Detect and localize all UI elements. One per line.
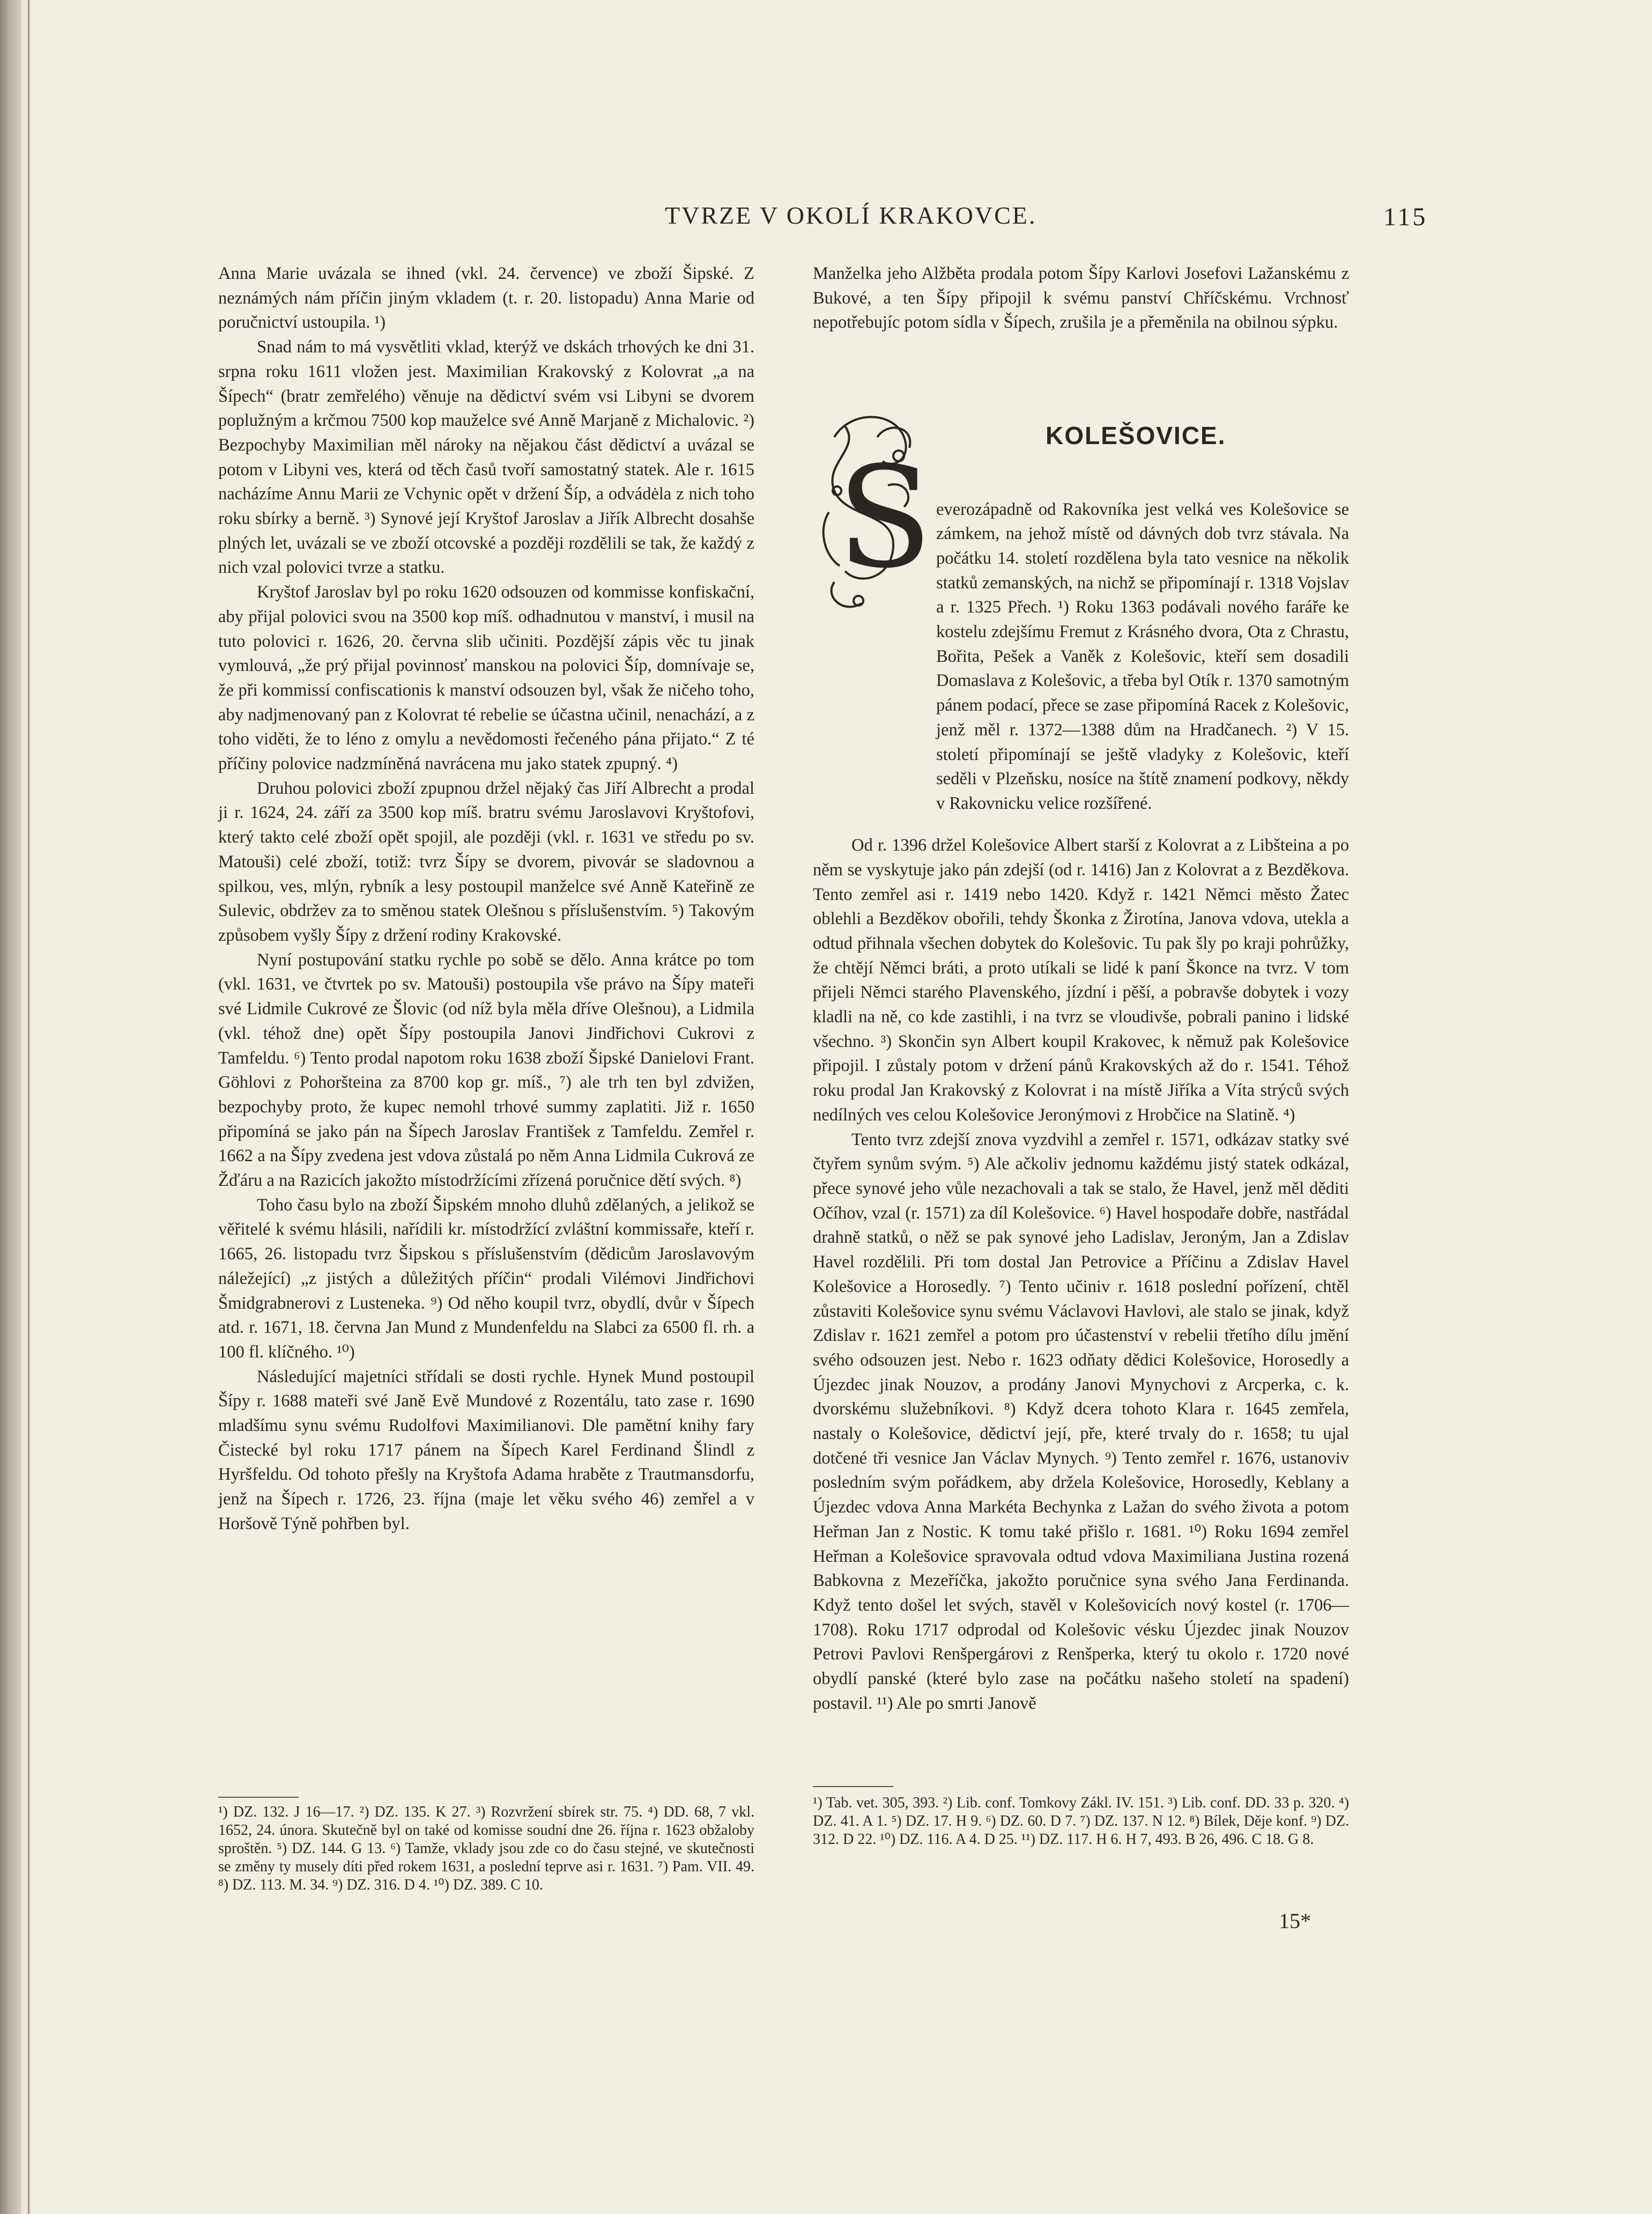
left-column <box>218 262 754 1537</box>
left-footnotes: ¹) DZ. 132. J 16—17. ²) DZ. 135. K 27. ³) Rozvržení sbírek str. 75. ⁴) DD. 68, 7 vkl. 1652, 24. února. Skutečně byl on také od komisse soudní dne 26. října r. 1623 obžaloby sproštěn. ⁵) DZ. 144. G 13. ⁶) Tamže, vklady jsou zde co do času stejné, ve skutečnosti se změny ty musely díti před rokem 1631, a poslední teprve asi r. 1631. ⁷) Pam. VII. 49. ⁸) DZ. 113. M. 34. ⁹) DZ. 316. D 4. ¹⁰) DZ. 389. C 10. <box>218 1804 754 1893</box>
running-header-title: TVRZE V OKOLÍ KRAKOVCE. <box>665 202 1037 229</box>
page-number: 115 <box>1383 203 1428 231</box>
paragraph: Od r. 1396 držel Kolešovice Albert starší z Kolovrat a z Libšteina a po něm se vyskytuje jako pán zdejší (od r. 1416) Jan z Kolovrat a z Bezděkova. Tento zemřel asi r. 1419 nebo 1420. Když r. 1421 Němci město Žatec oblehli a Bezděkov obořili, tehdy Škonka z Žirotína, Janova vdova, utekla a odtud přihnala všechen dobytek do Kolešovic. Tu pak šly po kraji pohrůžky, že chtějí Němci bráti, a proto utíkali se lidé k paní Škonce na tvrz. V tom přijeli Němci starého Plavenského, jízdní i pěší, a pobravše dobytek i vozy kladli na ně, co kde zastihli, i na tvrz se vloudivše, pobrali panino i lidské všechno. ³) Skončin syn Albert koupil Krakovec, k němuž pak Kolešovice připojil. I zůstaly potom v držení pánů Krakovských až do r. 1541. Téhož roku prodal Jan Krakovský z Kolovrat i na místě Jiříka a Víta strýců svých nedílných ves celou Kolešovice Jeronýmovi z Hrobčice na Slatině. ⁴) <box>813 836 1349 1125</box>
paragraph: Kryštof Jaroslav byl po roku 1620 odsouzen od kommisse konfiskační, aby přijal polovici svou na 3500 kop míš. odhadnutou v manství, i musil na tuto polovici r. 1626, 20. června slib učiniti. Pozdější zápis věc tu jinak vymlouvá, „že prý přijal povinnosť manskou na polovici Šíp, domnívaje se, že při kommissí confiscationis k manství odsouzen byl, však že ničeho toho, aby nadjmenovaný pan z Kolovrat té rebelie se účastna učinil, nenachází, a z toho viděti, že to léno z omylu a nevědomosti řečeného pána přijato.“ Z té příčiny polovice nadzmíněná navrácena mu jako statek zpupný. ⁴) <box>218 582 754 774</box>
right-footnotes: ¹) Tab. vet. 305, 393. ²) Lib. conf. Tomkovy Zákl. IV. 151. ³) Lib. conf. DD. 33 p. 320. ⁴) DZ. 41. A 1. ⁵) DZ. 17. H 9. ⁶) DZ. 60. D 7. ⁷) DZ. 137. N 12. ⁸) Bílek, Děje konf. ⁹) DZ. 312. D 22. ¹⁰) DZ. 116. A 4. D 25. ¹¹) DZ. 117. H 6. H 7, 493. B 26, 496. C 18. G 8. <box>813 1795 1349 1848</box>
paragraph: Toho času bylo na zboží Šipském mnoho dluhů zdělaných, a jelikož se věřitelé k svému hlásili, nařídili kr. místodržící zvláštní kommissaře, kteří r. 1665, 26. listopadu tvrz Šipskou s příslušenstvím (dědicům Jaroslavovým náležející) „z jistých a důležitých příčin“ prodali Vilémovi Jindřichovi Šmidgrabnerovi z Lusteneka. ⁹) Od něho koupil tvrz, obydlí, dvůr v Šípech atd. r. 1671, 18. června Jan Mund z Mundenfeldu na Slabci za 6500 fl. rh. a 100 fl. klíčného. ¹⁰) <box>218 1195 754 1362</box>
paragraph: Druhou polovici zboží zpupnou držel nějaký čas Jiří Albrecht a prodal ji r. 1624, 24. září za 3500 kop míš. bratru svému Jaroslavovi Kryštofovi, který takto celé zboží opět spojil, ale později (vkl. r. 1631 ve středu po sv. Matouši) celé zboží, totiž: tvrz Šípy se dvorem, pivovár se sladovnou a spilkou, ves, mlýn, rybník a lesy postoupil manželce své Anně Kateřině ze Sulevic, obdržev za to směnou statek Olešnou s příslušenstvím. ⁵) Takovým způsobem vyšly Šípy z držení rodiny Krakovské. <box>218 778 754 945</box>
binding-line <box>28 0 29 2214</box>
initial-letter: S <box>837 437 933 599</box>
signature-mark: 15* <box>1279 1909 1311 1933</box>
paragraph: Snad nám to má vysvětliti vklad, kterýž ve dskách trhových ke dni 31. srpna roku 1611 vložen jest. Maximilian Krakovský z Kolovrat „a na Šípech“ (bratr zemřelého) věnuje na dědictví svém vsi Libyni se dvorem poplužným a krčmou 7500 kop mauželce své Anně Marjaně z Michalovic. ²) Bezpochyby Maximilian měl nároky na nějakou část dědictví a uvázal se potom v Libyni ves, která od těch časů tvoří samostatný statek. Ale r. 1615 nacházíme Annu Marii ze Vchynic opět v držení Šíp, a odvádėla z nich toho roku sbírky a berně. ³) Synové její Kryštof Jaroslav a Jiřík Albrecht dosahše plných let, uvázali se ve zboží otcovské a později rozdělili se tak, že každý z nich vzal polovici tvrze a statku. <box>218 337 754 578</box>
paragraph: Nyní postupování statku rychle po sobě se dělo. Anna krátce po tom (vkl. 1631, ve čtvrtek po sv. Matouši) postoupila vše právo na Šípy mateři své Lidmile Cukrové ze Šlovic (od níž byla měla dříve Olešnou), a Lidmila (vkl. téhož dne) opět Šípy postoupila Janovi Jindřichovi Cukrovi z Tamfeldu. ⁶) Tento prodal napotom roku 1638 zboží Šipské Danielovi Frant. Göhlovi z Pohoršteina za 8700 kop gr. míš., ⁷) ale trh ten byl zdvižen, bezpochyby proto, že kupec nemohl trhové summy zaplatiti. Již r. 1650 připomíná se jako pán na Šípech Jaroslav František z Tamfeldu. Zemřel r. 1662 a na Šípy zvedena jest vdova zůstalá po něm Anna Lidmila Cukrová ze Žďáru a na Razicích jakožto místodržícími zřízená poručnice dětí svých. ⁸) <box>218 950 754 1191</box>
paragraph: Následující majetníci střídali se dosti rychle. Hynek Mund postoupil Šípy r. 1688 mateři své Janě Evě Mundové z Rozentálu, tato zase r. 1690 mladšímu synu svému Rudolfovi Maximilianovi. Dle pamětní knihy fary Čistecké byl roku 1717 pánem na Šípech Karel Ferdinand Šlindl z Hyršfeldu. Od tohoto přešly na Kryštofa Adama hraběte z Trautmansdorfu, jenž na Šípech r. 1726, 23. října (maje let věku svého 46) zemřel a v Horšově Týně pohřben byl. <box>218 1367 754 1533</box>
paragraph: Tento tvrz zdejší znova vyzdvihl a zemřel r. 1571, odkázav statky své čtyřem synům svým. ⁵) Ale ačkoliv jednomu každému jistý statek odkázal, přece synové jeho vůle nezachovali a tak se stalo, že Havel, jenž měl děditi Očíhov, vzal (r. 1571) za díl Kolešovice. ⁶) Havel hospodaře dobře, nastřádal drahně statků, o něž se pak synové jeho Ladislav, Jeroným, Jan a Zdislav Havel rozdělili. Při tom dostal Jan Petrovice a Příčinu a Zdislav Havel Kolešovice a Horosedly. ⁷) Tento učiniv r. 1618 poslední pořízení, chtěl zůstaviti Kolešovice synu svému Václavovi Havlovi, ale stalo se jinak, když Zdislav r. 1621 zemřel a potom pro účastenství v rebelii třetího dílu jmění svého odsouzen jest. Nebo r. 1623 odňaty dědici Kolešovice, Horosedly a Újezdec jinak Nouzov, a prodány Janovi Mynychovi z Arcperka, c. k. dvorskému služebníkovi. ⁸) Když dcera tohoto Klara r. 1645 zemřela, nastaly o Kolešovice, dědictví její, pře, které trvaly do r. 1658; tu ujal dotčené tři vesnice Jan Václav Mynych. ⁹) Tento zemřel r. 1676, ustanoviv posledním svým pořádkem, aby držela Kolešovice, Horosedly, Keblany a Újezdec vdova Anna Markéta Bechynka z Lažan do svého života a potom Heřman Jan z Nostic. K tomu také přišlo r. 1681. ¹⁰) Roku 1694 zemřel Heřman a Kolešovice spravovala odtud vdova Maximiliana Justina rozená Babkovna z Mezeříčka, jakožto poručnice syna svého Jana Ferdinanda. Když tento došel let svých, stavěl v Kolešovicích nový kostel (r. 1706—1708). Roku 1717 odprodal od Kolešovic vésku Újezdec jinak Nouzov Petrovi Pavlovi Renšpergárovi z Renšperka, který tu okolo r. 1720 nové obydlí panské (které bylo zase na počátku našeho století na spadení) postavil. ¹¹) Ale po smrti Janově <box>813 1130 1349 1713</box>
section-title: KOLEŠOVICE. <box>1046 422 1226 449</box>
right-column <box>813 480 1349 1716</box>
paragraph: everozápadně od Rakovníka jest velká ves Kolešovice se zámkem, na jehož místě od dávných dob tvrz stávala. Na počátku 14. století rozdělena byla tato vesnice na několik statků zemanských, na nichž se připomínají r. 1318 Vojslav a r. 1325 Přech. ¹) Roku 1363 podávali nového faráře ke kostelu zdejšímu Fremut z Krásného dvora, Ota z Chrastu, Bořita, Pešek a Vaněk z Kolešovic, kteří sem dosadili Domaslava z Kolešovic, a třeba byl Otík r. 1370 samotným pánem podací, přece se zase připomíná Racek z Kolešovic, jenž měl r. 1372—1388 dům na Hradčanech. ²) V 15. století připomínají se ještě vladyky z Kolešovic, kteří seděli v Plzeňsku, nosíce na štítě znamení podkovy, někdy v Rakovnicku velice rozšířené. <box>936 499 1349 813</box>
right-top-paragraph: Manželka jeho Alžběta prodala potom Šípy Karlovi Josefovi Lažanskému z Bukové, a ten Šípy připojil k svému panství Chříčskému. Vrchnosť nepotřebujíc potom sídla v Šípech, zrušila je a přeměnila na obilnou sýpku. <box>813 264 1349 333</box>
footnote-rule <box>813 1786 893 1787</box>
page-binding-edge <box>0 0 21 2214</box>
paragraph: Anna Marie uvázala se ihned (vkl. 24. července) ve zboží Šipské. Z neznámých nám příčin jiným vkladem (t. r. 20. listopadu) Anna Marie od poručnictví ustoupila. ¹) <box>218 264 754 333</box>
footnote-rule <box>218 1797 299 1798</box>
